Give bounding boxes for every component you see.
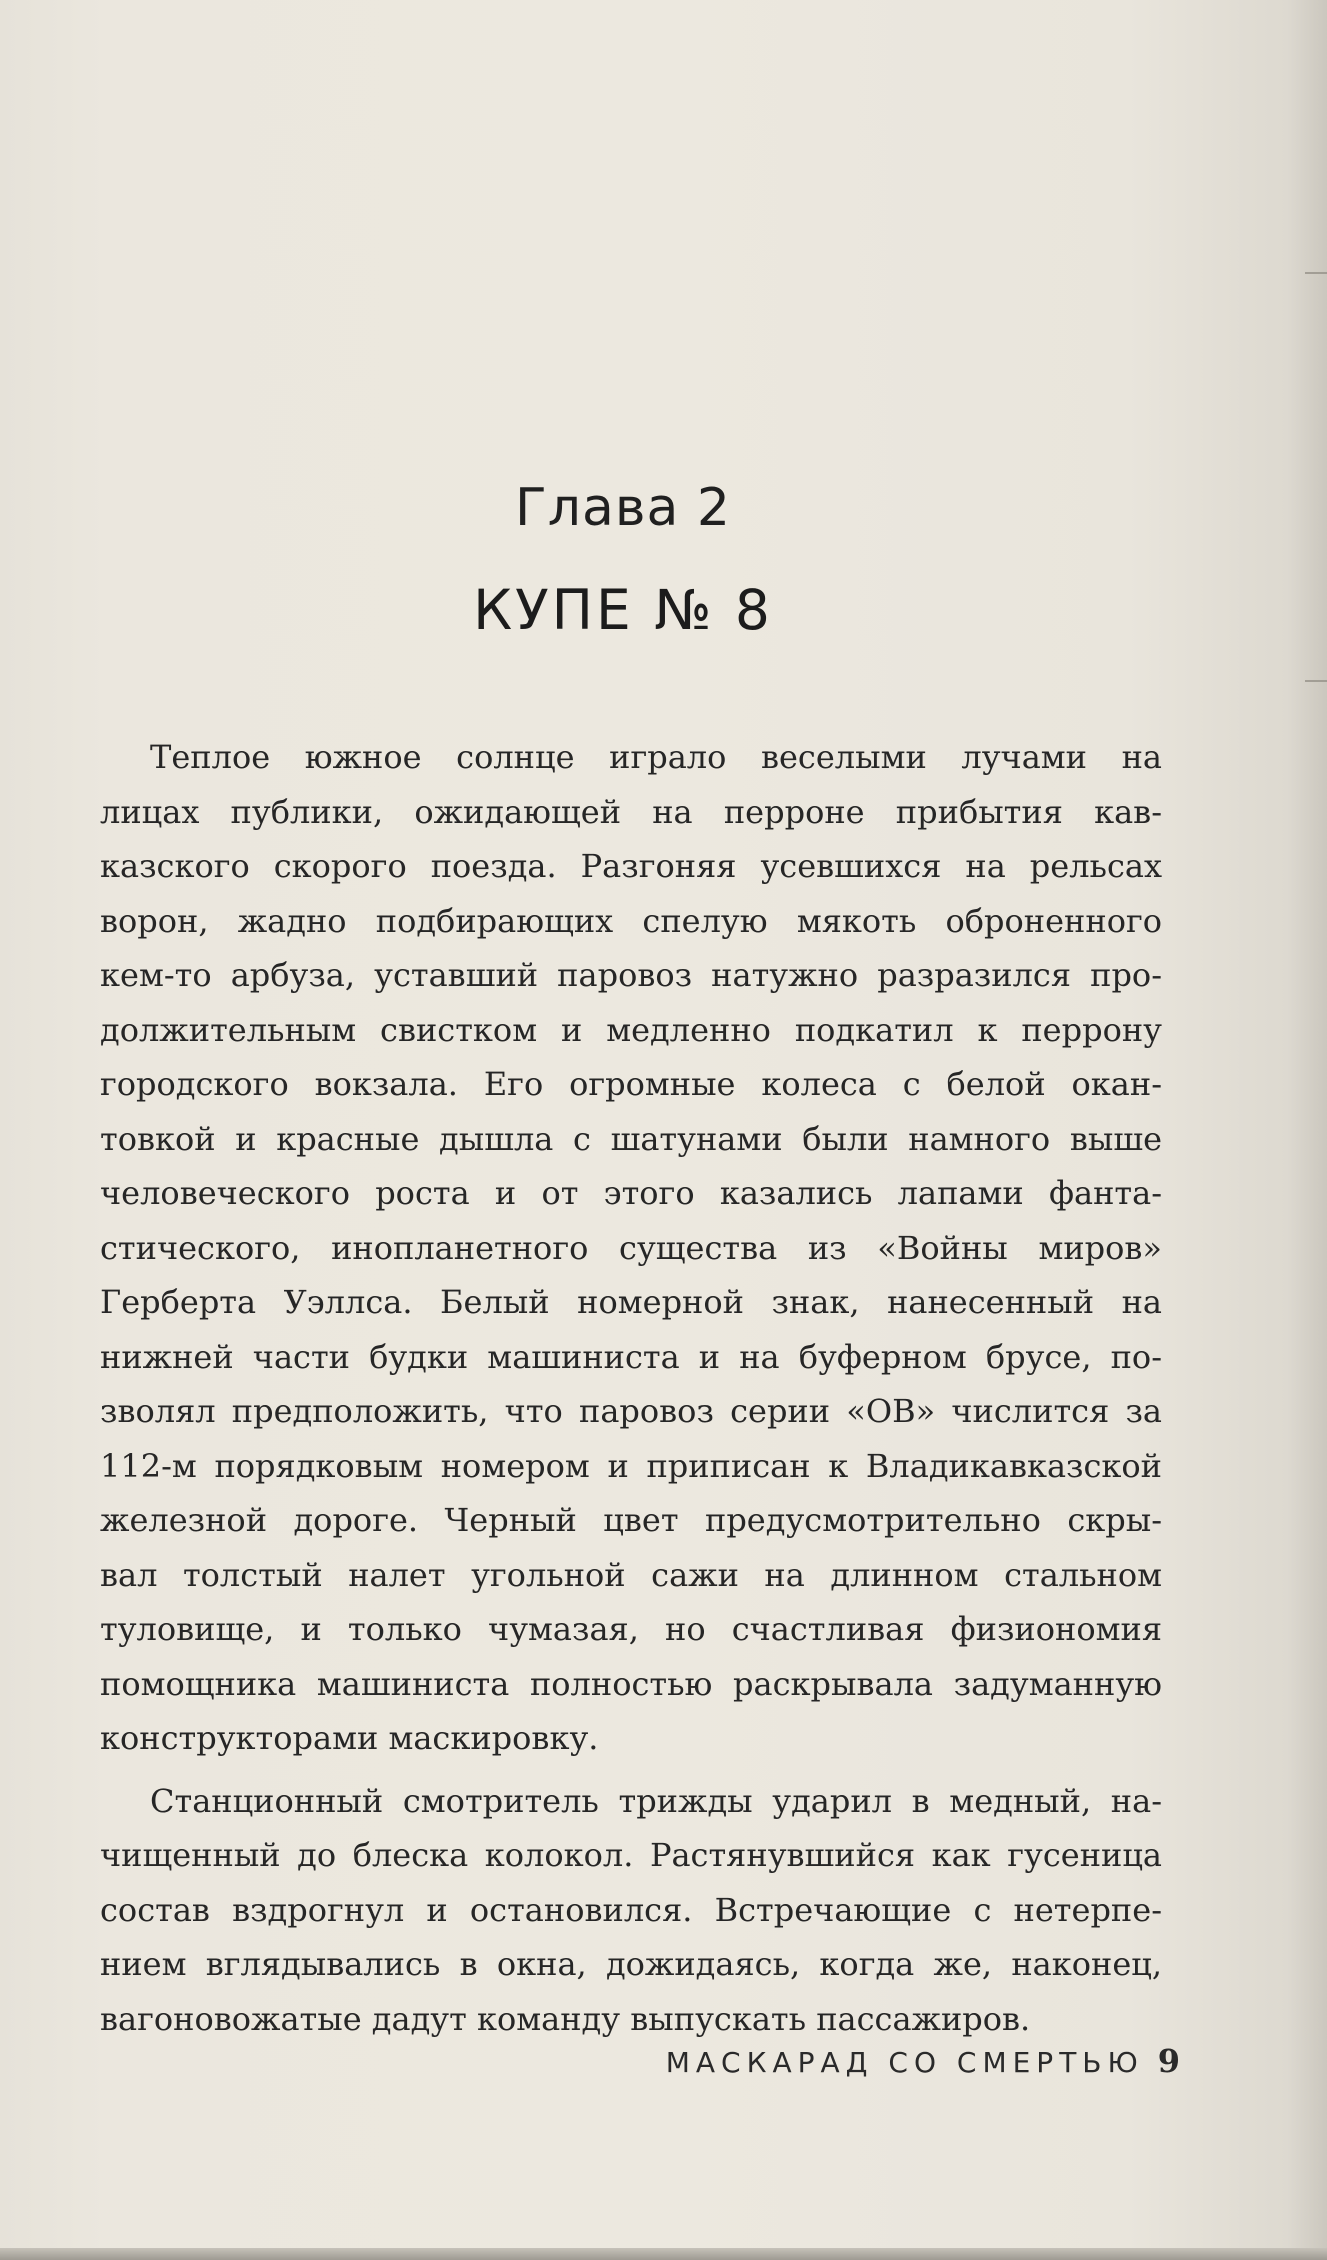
text-line: туловище, и только чумазая, но счастливая физиономия [100, 1610, 1162, 1648]
paragraph [100, 730, 1162, 1766]
running-footer [0, 2042, 1180, 2080]
text-line: городского вокзала. Его огромные колеса с белой окан- [100, 1065, 1162, 1103]
text-line: Теплое южное солнце играло веселыми лучами на [150, 738, 1162, 776]
text-line: лицах публики, ожидающей на перроне прибытия кав- [100, 792, 1162, 831]
text-line: чищенный до блеска колокол. Растянувшийся как гусеница [100, 1836, 1162, 1874]
text-line: человеческого роста и от этого казались лапами фанта- [100, 1174, 1162, 1212]
text-line: конструкторами маскировку. [100, 1719, 599, 1757]
text-line: ворон, жадно подбирающих спелую мякоть оброненного [100, 901, 1162, 940]
text-line: Станционный смотритель трижды ударил в медный, на- [150, 1781, 1162, 1820]
text-line: должительным свистком и медленно подкатил к перрону [100, 1010, 1162, 1049]
text-line: нижней части будки машиниста и на буферном брусе, по- [100, 1337, 1162, 1376]
text-line: зволял предположить, что паровоз серии «ОВ» числится за [100, 1392, 1162, 1430]
text-line: кем-то арбуза, уставший паровоз натужно разразился про- [100, 956, 1162, 994]
text-line: Герберта Уэллса. Белый номерной знак, нанесенный на [100, 1283, 1162, 1321]
text-line: казского скорого поезда. Разгоняя усевшихся на рельсах [100, 847, 1162, 885]
text-line: стического, инопланетного существа из «Войны миров» [100, 1228, 1162, 1267]
page-edge-mark [1305, 680, 1327, 682]
text-line: вагоновожатые дадут команду выпускать пассажиров. [100, 1999, 1031, 2038]
chapter-title: КУПЕ № 8 [473, 578, 773, 642]
text-line: состав вздрогнул и остановился. Встречающие с нетерпе- [100, 1890, 1162, 1929]
text-line: железной дороге. Черный цвет предусмотрительно скры- [100, 1501, 1162, 1539]
page-edge-mark [1305, 272, 1327, 274]
text-line: помощника машиниста полностью раскрывала задуманную [100, 1664, 1162, 1703]
chapter-number: Глава 2 [515, 478, 731, 538]
text-line: товкой и красные дышла с шатунами были намного выше [100, 1119, 1162, 1158]
page-number: 9 [1157, 2042, 1180, 2080]
body-text [100, 730, 1162, 2046]
text-line: вал толстый налет угольной сажи на длинном стальном [100, 1555, 1162, 1594]
text-line: нием вглядывались в окна, дожидаясь, когда же, наконец, [100, 1945, 1162, 1983]
page-bottom-edge [0, 2248, 1327, 2260]
text-line: 112-м порядковым номером и приписан к Владикавказской [100, 1446, 1162, 1485]
paragraph [100, 1774, 1162, 2047]
running-title: МАСКАРАД СО СМЕРТЬЮ [665, 2046, 1144, 2079]
